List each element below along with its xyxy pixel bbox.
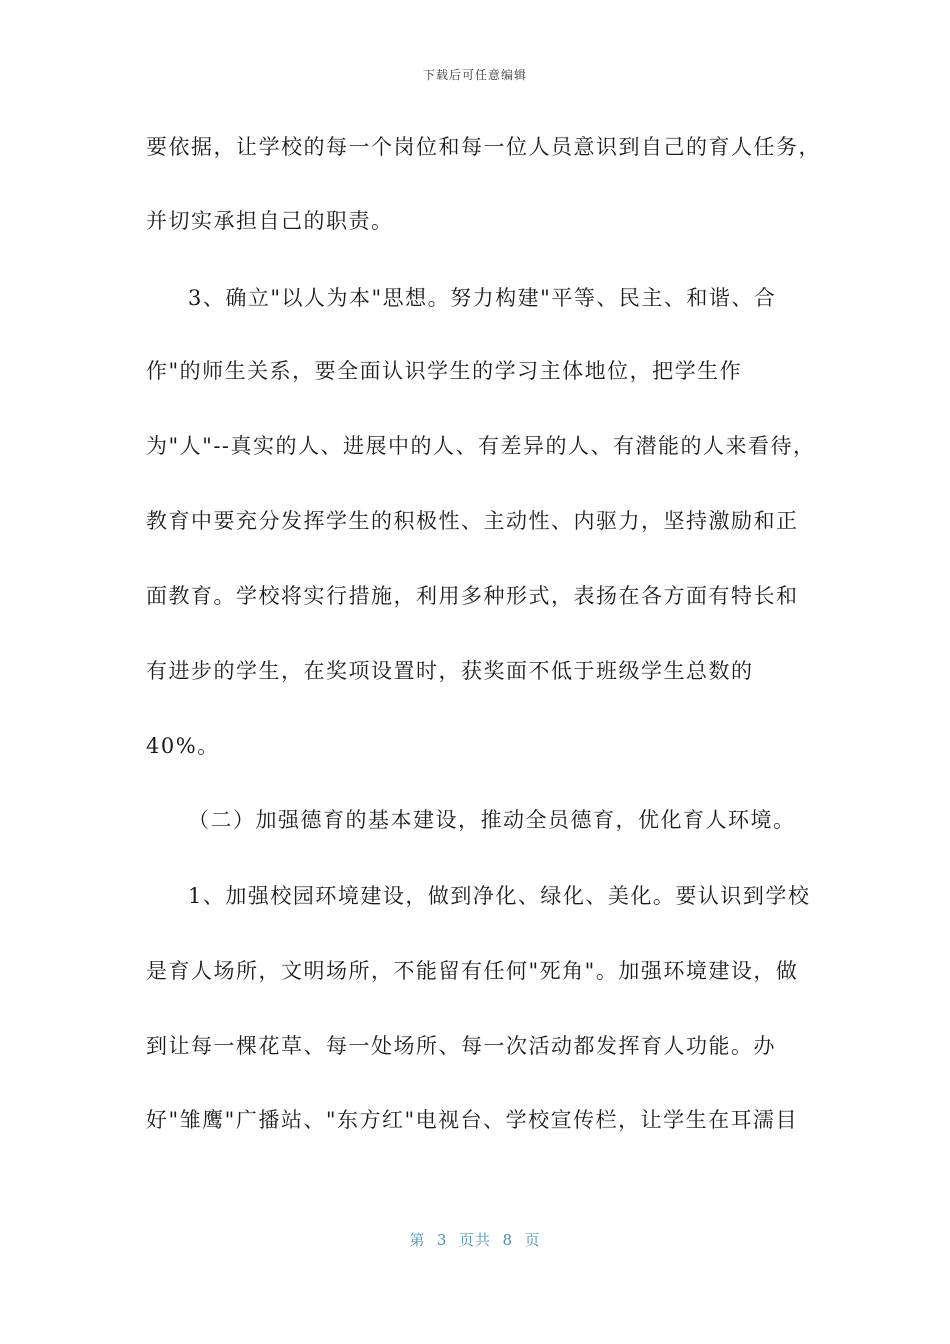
page-number: 第 3 页共 8 页 [409, 1231, 541, 1249]
body-line: 40%。 [146, 734, 220, 758]
body-line: 面教育。学校将实行措施，利用多种形式，表扬在各方面有特长和 [146, 584, 799, 608]
section-heading: （二）加强德育的基本建设，推动全员德育，优化育人环境。 [188, 808, 796, 832]
body-line: 3、确立"以人为本"思想。努力构建"平等、民主、和谐、合 [188, 286, 777, 310]
body-line: 是育人场所，文明场所，不能留有任何"死角"。加强环境建设，做 [146, 959, 799, 983]
body-line: 为"人"--真实的人、进展中的人、有差异的人、有潜能的人来看待， [146, 434, 816, 458]
body-line: 并切实承担自己的职责。 [146, 209, 394, 233]
body-line: 有进步的学生，在奖项设置时，获奖面不低于班级学生总数的 [146, 659, 754, 683]
header-note: 下载后可任意编辑 [422, 68, 527, 82]
body-line: 作"的师生关系，要全面认识学生的学习主体地位，把学生作 [146, 359, 743, 383]
body-line: 到让每一棵花草、每一处场所、每一次活动都发挥育人功能。办 [146, 1034, 776, 1058]
body-line: 好"雏鹰"广播站、"东方红"电视台、学校宣传栏，让学生在耳濡目 [146, 1108, 799, 1132]
body-line: 要依据，让学校的每一个岗位和每一位人员意识到自己的育人任务， [146, 135, 821, 159]
body-line: 教育中要充分发挥学生的积极性、主动性、内驱力，坚持激励和正 [146, 509, 799, 533]
body-line: 1、加强校园环境建设，做到净化、绿化、美化。要认识到学校 [188, 884, 811, 908]
